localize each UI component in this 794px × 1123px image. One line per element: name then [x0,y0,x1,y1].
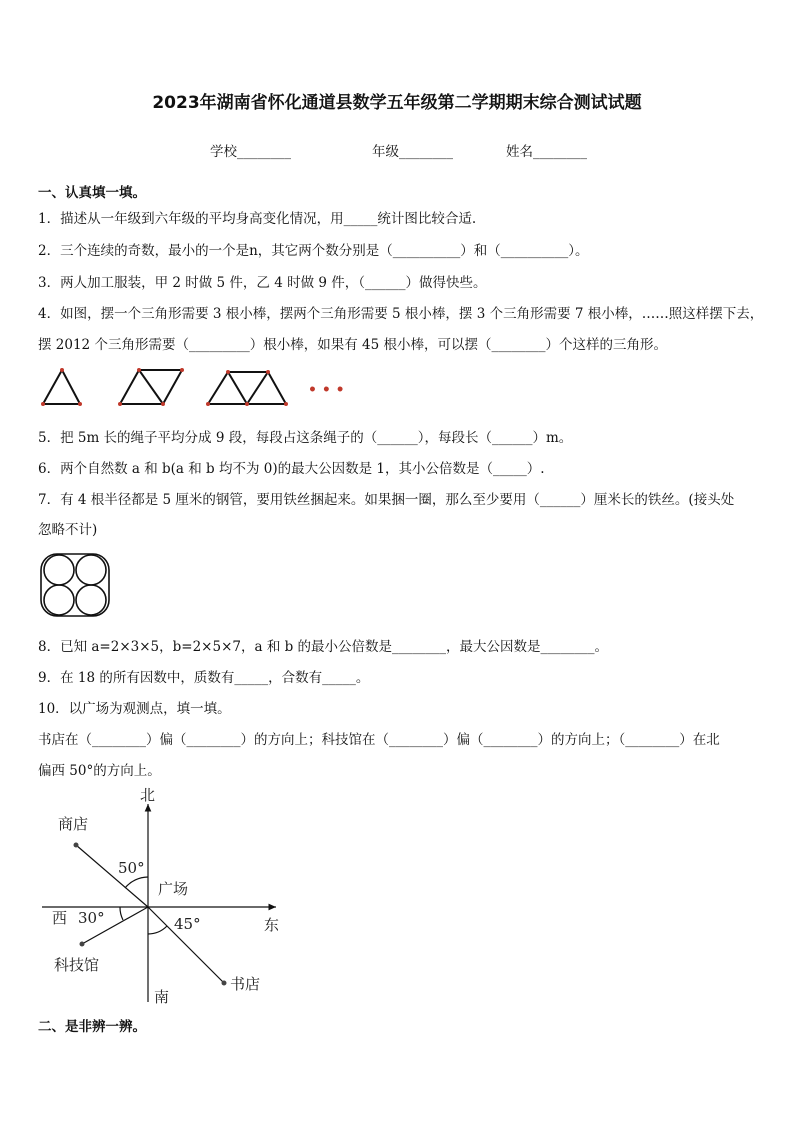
triangle-3-divider-b [247,372,268,404]
angle-arc-nw [125,877,148,888]
pipe-1 [44,555,74,585]
label-center: 广场 [158,880,189,898]
triangle-pattern-figure [36,362,346,412]
label-north: 北 [140,786,156,804]
question-8: 8．已知 a=2×3×5，b=2×5×7，a 和 b 的最小公倍数是________，最大公因数是________。 [38,639,609,655]
label-shop: 商店 [58,815,89,833]
pipe-2 [76,555,106,585]
question-9: 9．在 18 的所有因数中，质数有_____，合数有_____。 [38,670,370,686]
school-field: 学校________ [210,144,291,160]
question-10-line-2: 偏西 50°的方向上。 [38,763,161,779]
pipe-4 [76,585,106,615]
question-3: 3．两人加工服装，甲 2 时做 5 件，乙 4 时做 9 件，（______）做得快些。 [38,275,487,291]
shop-point [74,843,79,848]
section-1-heading: 一、认真填一填。 [38,185,146,201]
question-4-line-1: 4．如图，摆一个三角形需要 3 根小棒，摆两个三角形需要 5 根小棒，摆 3 个三角形需要 7 根小棒，……照这样摆下去， [38,306,764,322]
page-title: 2023年湖南省怀化通道县数学五年级第二学期期末综合测试试题 [152,93,642,113]
question-7-line-1: 7．有 4 根半径都是 5 厘米的钢管，要用铁丝捆起来。如果捆一圈，那么至少要用（______）厘米长的铁丝。(接头处 [38,492,735,508]
name-field: 姓名________ [506,144,587,160]
label-east: 东 [264,916,280,934]
four-pipes-figure [38,552,112,618]
binding-wire [41,554,109,616]
triangle-3-divider-a [228,372,247,404]
question-5: 5．把 5m 长的绳子平均分成 9 段，每段占这条绳子的（______），每段长（______）m。 [38,430,573,446]
label-angle-se: 45° [174,915,201,933]
triangle-2-divider [139,370,163,404]
label-west: 西 [52,909,68,927]
question-2: 2．三个连续的奇数，最小的一个是n，其它两个数分别是（__________）和（__________）。 [38,243,589,259]
label-south: 南 [154,988,170,1006]
label-angle-nw: 50° [118,859,145,877]
triangle-3 [208,372,286,404]
grade-field: 年级________ [372,144,453,160]
bookstore-point [222,981,227,986]
question-10: 10．以广场为观测点，填一填。 [38,701,231,717]
question-7-line-2: 忽略不计) [38,522,98,538]
label-angle-w: 30° [78,909,105,927]
continuation-dots: • • • [308,382,345,398]
section-2-heading: 二、是非辨一辨。 [38,1019,146,1035]
label-bookstore: 书店 [230,975,261,993]
compass-figure [38,782,298,1012]
museum-point [80,942,85,947]
triangle-1 [43,370,80,404]
angle-arc-se [148,926,167,934]
question-6: 6．两个自然数 a 和 b(a 和 b 均不为 0)的最大公因数是 1，其小公倍数是（_____）. [38,461,545,477]
pipe-3 [44,585,74,615]
question-4-line-2: 摆 2012 个三角形需要（_________）根小棒，如果有 45 根小棒，可以摆（________）个这样的三角形。 [38,337,667,353]
question-1: 1．描述从一年级到六年级的平均身高变化情况，用_____统计图比较合适. [38,211,477,227]
question-10-line-1: 书店在（________）偏（________）的方向上；科技馆在（________）偏（________）的方向上；（________）在北 [38,732,720,748]
label-museum: 科技馆 [54,956,100,974]
angle-arc-w [120,907,123,920]
